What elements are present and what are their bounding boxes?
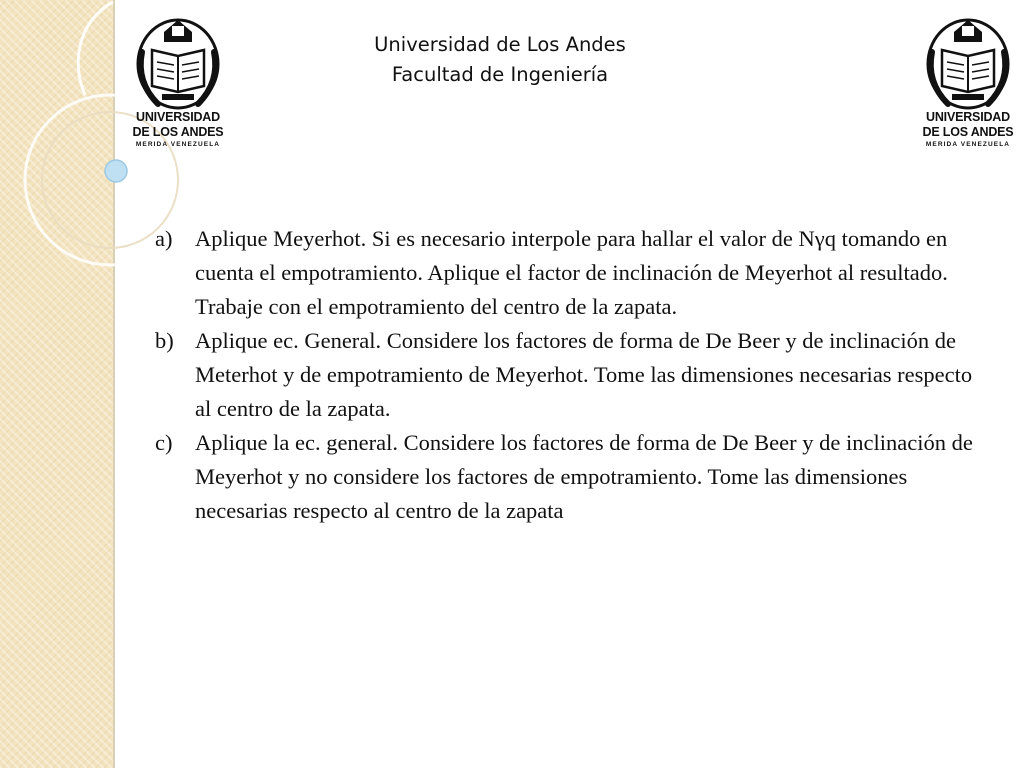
list-item-text: Aplique la ec. general. Considere los factores de forma de De Beer y de inclinación de Meyerhot y no considere los factores de empotramiento. Tome las dimensiones necesarias respecto al centro de la zapata — [195, 430, 973, 523]
exercise-list — [155, 222, 975, 528]
logo-text-line3: MERIDA VENEZUELA — [135, 141, 221, 148]
list-item — [155, 324, 975, 426]
seal-icon — [918, 12, 1018, 110]
list-marker: b) — [155, 328, 174, 353]
side-band-edge — [113, 0, 115, 768]
logo-text-line1: UNIVERSIDAD — [926, 110, 1010, 124]
university-logo-left — [128, 12, 228, 152]
list-item — [155, 426, 975, 528]
list-item-text: Aplique ec. General. Considere los factores de forma de De Beer y de inclinación de Meterhot y de empotramiento de Meyerhot. Tome las dimensiones necesarias respecto al centro de la zapata. — [195, 328, 973, 421]
logo-text-line1: UNIVERSIDAD — [136, 110, 220, 124]
seal-icon — [128, 12, 228, 110]
list-marker: a) — [155, 226, 173, 251]
list-item-text: Aplique Meyerhot. Si es necesario interpole para hallar el valor de Nγq tomando en cuenta el empotramiento. Aplique el factor de inclinación de Meyerhot al resultado. Trabaje con el empotramiento del centro de la zapata. — [195, 226, 948, 319]
logo-text-line2: DE LOS ANDES — [922, 125, 1014, 139]
logo-text-line2: DE LOS ANDES — [132, 125, 224, 139]
list-item — [155, 222, 975, 324]
university-logo-right — [918, 12, 1018, 152]
faculty-name: Facultad de Ingeniería — [391, 63, 609, 86]
decorative-side-band — [0, 0, 113, 768]
page-header — [300, 30, 700, 90]
logo-text-line3: MERIDA VENEZUELA — [925, 141, 1011, 148]
list-marker: c) — [155, 430, 173, 455]
university-name: Universidad de Los Andes — [374, 33, 626, 56]
